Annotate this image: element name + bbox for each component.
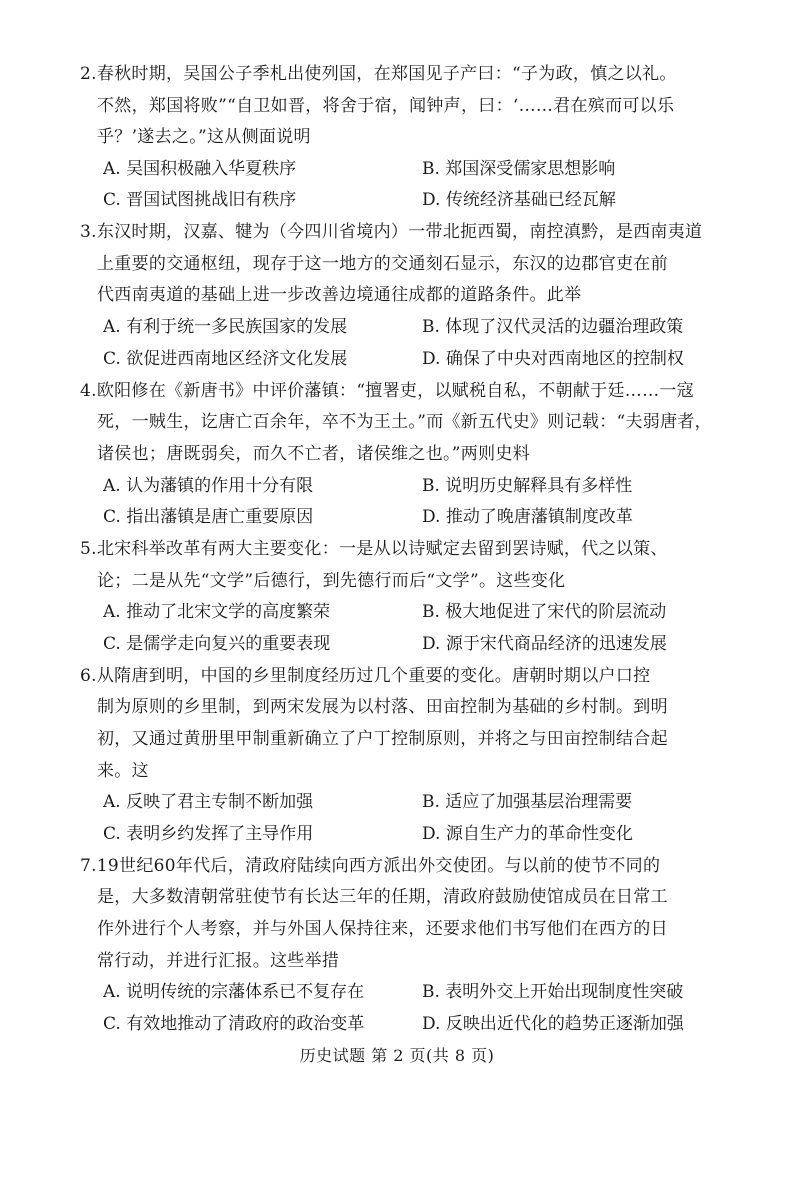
question-6-line-4: 来。这 — [97, 761, 149, 781]
question-4-line-2: 死，一贼生，讫唐亡百余年，卒不为王土。”而《新五代史》则记载：“夫弱唐者， — [97, 412, 712, 432]
question-7-option-d: D. 反映出近代化的趋势正逐渐加强 — [422, 1014, 684, 1034]
question-7-line-2: 是，大多数清朝常驻使节有长达三年的任期，清政府鼓励使馆成员在日常工 — [97, 887, 668, 907]
question-5-line-2: 论；二是从先“文学”后德行，到先德行而后“文学”。这些变化 — [97, 571, 566, 591]
question-3-option-b: B. 体现了汉代灵活的边疆治理政策 — [422, 317, 684, 337]
question-7-line-4: 常行动，并进行汇报。这些举措 — [97, 951, 340, 971]
question-2-option-c: C. 晋国试图挑战旧有秩序 — [103, 190, 297, 210]
question-6-line-3: 初，又通过黄册里甲制重新确立了户丁控制原则，并将之与田亩控制结合起 — [97, 729, 668, 749]
question-6-option-a: A. 反映了君主专制不断加强 — [103, 792, 314, 812]
question-2-option-d: D. 传统经济基础已经瓦解 — [422, 190, 616, 210]
question-4-option-c: C. 指出藩镇是唐亡重要原因 — [103, 507, 314, 527]
question-4-option-b: B. 说明历史解释具有多样性 — [422, 476, 633, 496]
question-7-line-1: 7.19世纪60年代后，清政府陆续向西方派出外交使团。与以前的使节不同的 — [80, 856, 661, 876]
question-4-line-3: 诸侯也；唐既弱矣，而久不亡者，诸侯维之也。”两则史料 — [97, 444, 530, 464]
question-5-option-d: D. 源于宋代商品经济的迅速发展 — [422, 634, 667, 654]
question-2-line-2: 不然，郑国将败”“自卫如晋，将舍于宿，闻钟声，曰：‘……君在殡而可以乐 — [97, 96, 675, 116]
question-3-option-c: C. 欲促进西南地区经济文化发展 — [103, 349, 348, 369]
question-3-line-3: 代西南夷道的基础上进一步改善边境通往成都的道路条件。此举 — [97, 285, 582, 305]
question-3-line-1: 3.东汉时期，汉嘉、犍为（今四川省境内）一带北扼西蜀，南控滇黔，是西南夷道 — [80, 222, 703, 242]
question-6-option-d: D. 源自生产力的革命性变化 — [422, 824, 633, 844]
question-3-option-a: A. 有利于统一多民族国家的发展 — [103, 317, 348, 337]
question-4-option-d: D. 推动了晚唐藩镇制度改革 — [422, 507, 633, 527]
question-5-option-a: A. 推动了北宋文学的高度繁荣 — [103, 602, 331, 622]
question-5-line-1: 5.北宋科举改革有两大主要变化：一是从以诗赋定去留到罢诗赋，代之以策、 — [80, 539, 668, 559]
question-7-option-b: B. 表明外交上开始出现制度性突破 — [422, 982, 684, 1002]
question-7-option-c: C. 有效地推动了清政府的政治变革 — [103, 1014, 365, 1034]
question-5-option-c: C. 是儒学走向复兴的重要表现 — [103, 634, 331, 654]
question-4-option-a: A. 认为藩镇的作用十分有限 — [103, 476, 314, 496]
question-6-option-b: B. 适应了加强基层治理需要 — [422, 792, 633, 812]
question-3-option-d: D. 确保了中央对西南地区的控制权 — [422, 349, 684, 369]
question-7-option-a: A. 说明传统的宗藩体系已不复存在 — [103, 982, 365, 1002]
question-2-line-3: 乎？’遂去之。”这从侧面说明 — [97, 127, 311, 147]
question-6-line-1: 6.从隋唐到明，中国的乡里制度经历过几个重要的变化。唐朝时期以户口控 — [80, 666, 651, 686]
question-6-option-c: C. 表明乡约发挥了主导作用 — [103, 824, 314, 844]
question-5-option-b: B. 极大地促进了宋代的阶层流动 — [422, 602, 667, 622]
question-3-line-2: 上重要的交通枢纽，现存于这一地方的交通刻石显示，东汉的边郡官吏在前 — [97, 254, 668, 274]
question-2-line-1: 2.春秋时期，吴国公子季札出使列国，在郑国见子产曰：“子为政，慎之以礼。 — [80, 64, 677, 84]
question-2-option-b: B. 郑国深受儒家思想影响 — [422, 159, 616, 179]
question-2-option-a: A. 吴国积极融入华夏秩序 — [103, 159, 297, 179]
question-7-line-3: 作外进行个人考察，并与外国人保持往来，还要求他们书写他们在西方的日 — [97, 919, 668, 939]
page-footer: 历史试题 第 2 页(共 8 页) — [299, 1046, 495, 1065]
question-6-line-2: 制为原则的乡里制，到两宋发展为以村落、田亩控制为基础的乡村制。到明 — [97, 697, 668, 717]
question-4-line-1: 4.欧阳修在《新唐书》中评价藩镇：“擅署吏，以赋税自私，不朝献于廷……一寇 — [80, 381, 695, 401]
